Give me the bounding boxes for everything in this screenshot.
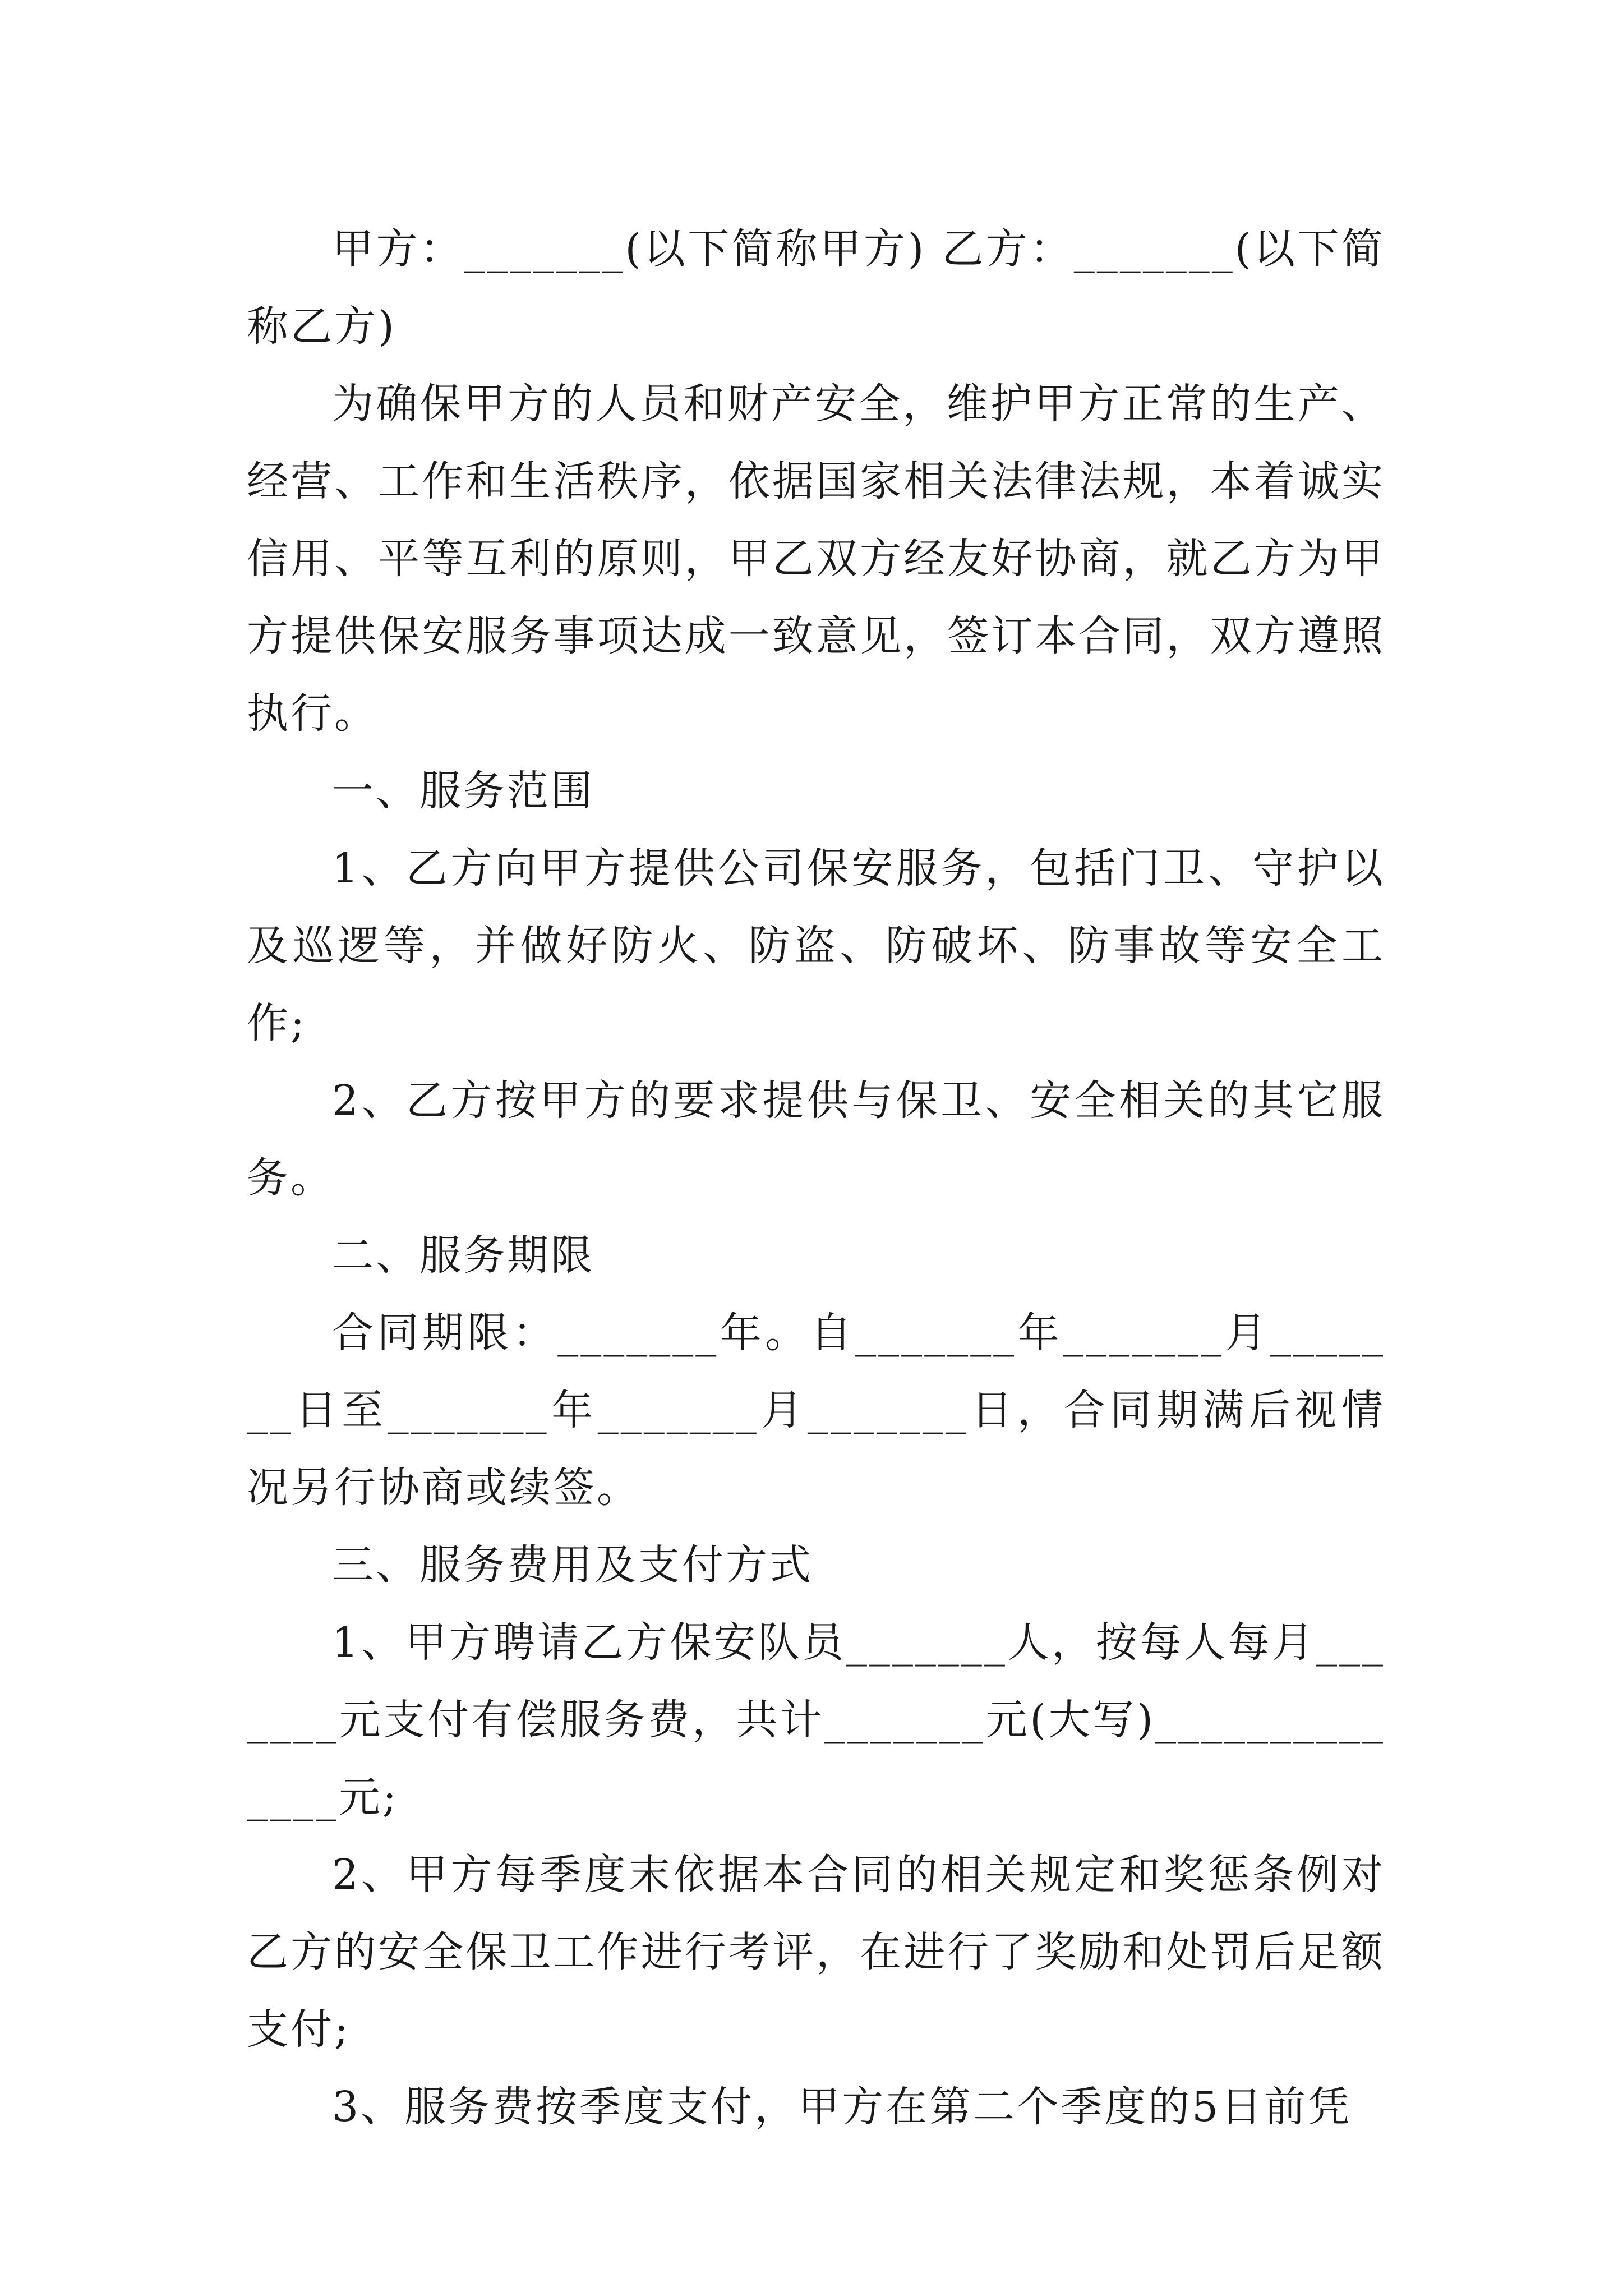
- section-heading-service-scope: 一、服务范围: [332, 767, 594, 815]
- service-scope-clause-1: 1、乙方向甲方提供公司保安服务，包括门卫、守护以及巡逻等，并做好防火、防盗、防破坏、防事故等安全工作;: [247, 844, 1385, 1047]
- document-body: [247, 210, 1385, 2146]
- section-heading-service-term: 二、服务期限: [332, 1231, 594, 1280]
- preamble-paragraph: 为确保甲方的人员和财产安全，维护甲方正常的生产、经营、工作和生活秩序，依据国家相关法律法规，本着诚实信用、平等互利的原则，甲乙双方经友好协商，就乙方为甲方提供保安服务事项达成一致意见，签订本合同，双方遵照执行。: [247, 380, 1385, 738]
- section-heading-fees-payment: 三、服务费用及支付方式: [332, 1541, 813, 1589]
- service-scope-clause-2: 2、乙方按甲方的要求提供与保卫、安全相关的其它服务。: [247, 1076, 1385, 1202]
- fees-clause-1: 1、甲方聘请乙方保安队员_______人，按每人每月_______元支付有偿服务费，共计_______元(大写)______________元;: [247, 1618, 1385, 1821]
- fees-clause-2: 2、甲方每季度末依据本合同的相关规定和奖惩条例对乙方的安全保卫工作进行考评，在进行了奖励和处罚后足额支付;: [247, 1851, 1385, 2054]
- parties-paragraph: 甲方：_______(以下简称甲方) 乙方：_______(以下简称乙方): [247, 225, 1385, 351]
- service-term-clause: 合同期限：_______年。自_______年_______月_______日至_______年_______月_______日，合同期满后视情况另行协商或续签。: [247, 1309, 1385, 1512]
- fees-clause-3: 3、服务费按季度支付，甲方在第二个季度的5日前凭: [332, 2083, 1352, 2131]
